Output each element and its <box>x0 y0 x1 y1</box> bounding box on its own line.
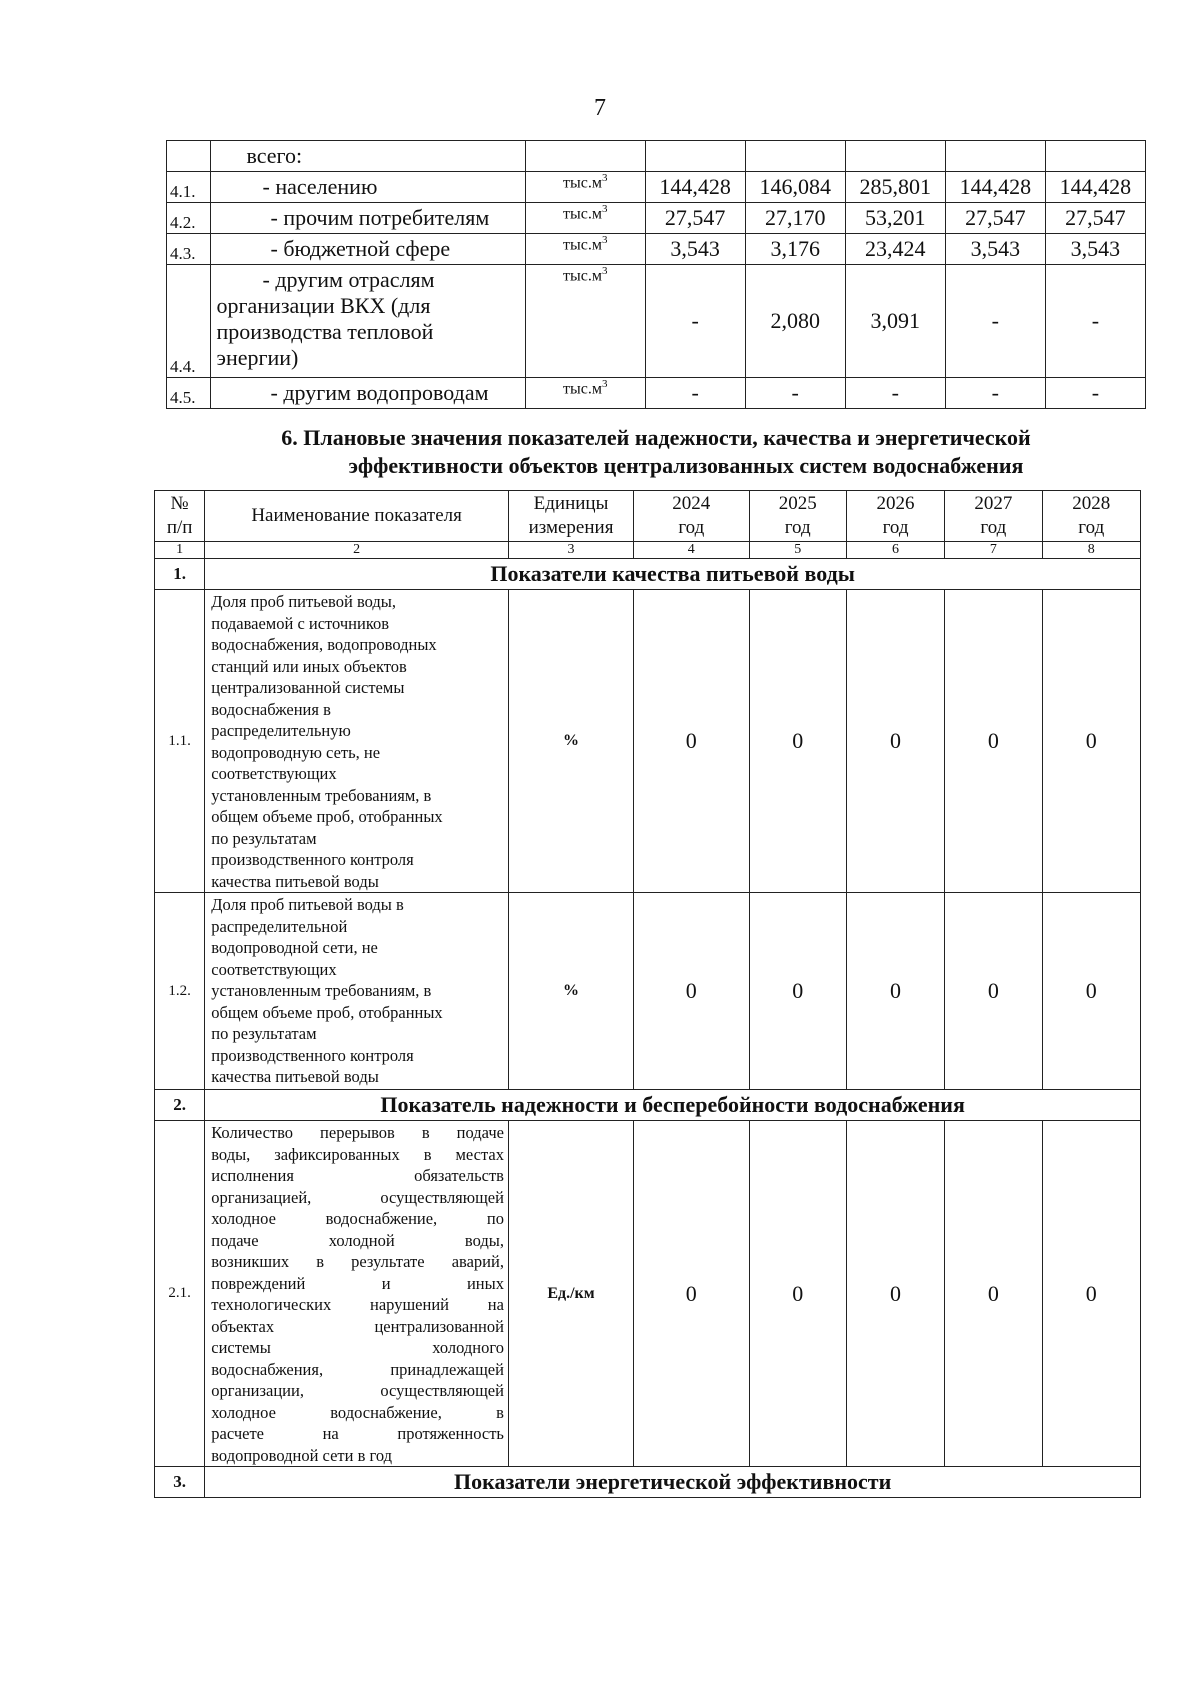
indicator-value: 0 <box>945 590 1042 893</box>
row-number: 4.1. <box>167 172 211 203</box>
description-line: водоснабжения в <box>211 699 331 719</box>
description-line: объектах централизованной <box>211 1316 504 1336</box>
description-line: подаче холодной воды, <box>211 1230 504 1250</box>
unit-text: тыс.м <box>563 174 602 192</box>
row-value: 3,091 <box>845 265 945 378</box>
description-line: водопроводной сети в год <box>211 1445 393 1465</box>
row-name: всего: <box>210 141 525 172</box>
row-value: 3,176 <box>745 234 845 265</box>
description-line: холодное водоснабжение, по <box>211 1209 504 1228</box>
row-name-line: производства тепловой <box>216 319 434 344</box>
row-value: 27,170 <box>745 203 845 234</box>
table-row <box>155 590 1141 893</box>
unit-text: тыс.м <box>563 236 602 254</box>
description-line: соответствующих <box>211 959 337 979</box>
row-name: - другим водопроводам <box>210 378 525 409</box>
table-row <box>167 234 1146 265</box>
description-line: Доля проб питьевой воды в <box>211 895 404 914</box>
row-name-line: энергии) <box>216 345 299 370</box>
row-value: - <box>845 378 945 409</box>
unit-text: тыс.м <box>563 205 602 223</box>
unit-text: тыс.м <box>563 380 602 398</box>
description-line: исполнения обязательств <box>211 1166 504 1185</box>
table-row <box>167 172 1146 203</box>
description-line: Доля проб питьевой воды, <box>211 592 396 611</box>
row-value: - <box>645 378 745 409</box>
indicator-value: 0 <box>634 893 749 1090</box>
table-row <box>167 203 1146 234</box>
section-heading-line-2: эффективности объектов централизованных систем водоснабжения <box>348 453 1024 478</box>
description-line: организацией, осуществляющей <box>211 1187 504 1207</box>
table-row <box>167 265 1146 378</box>
unit-superscript: 3 <box>602 378 608 390</box>
description-line: возникших в результате аварий, <box>211 1252 504 1271</box>
indicator-value: 0 <box>1042 590 1140 893</box>
row-name <box>210 265 525 378</box>
description-line: повреждений и иных <box>211 1273 504 1293</box>
row-value <box>745 141 845 172</box>
row-number: 4.3. <box>167 234 211 265</box>
description-line: организации, осуществляющей <box>211 1381 504 1400</box>
row-number: 2.1. <box>155 1121 205 1467</box>
consumption-table <box>166 140 1146 409</box>
row-value: - <box>645 265 745 378</box>
row-value: - <box>1045 265 1145 378</box>
section-row <box>155 1467 1141 1498</box>
indicator-description <box>205 590 509 893</box>
row-number: 1.2. <box>155 893 205 1090</box>
description-line: установленным требованиям, в <box>211 785 432 805</box>
description-line: станций или иных объектов <box>211 656 407 676</box>
row-value: - <box>945 265 1045 378</box>
description-line: водоснабжения, водопроводных <box>211 635 437 654</box>
header-name: Наименование показателя <box>205 491 509 542</box>
row-value: - <box>945 378 1045 409</box>
row-number: 4.2. <box>167 203 211 234</box>
section-row <box>155 1090 1141 1121</box>
description-line: холодное водоснабжение, в <box>211 1402 504 1422</box>
unit-text: тыс.м <box>563 267 602 285</box>
header-year-2026: 2026 год <box>846 491 944 542</box>
row-value: 27,547 <box>645 203 745 234</box>
row-value <box>1045 141 1145 172</box>
unit-superscript: 3 <box>602 265 608 277</box>
row-value: - <box>745 378 845 409</box>
section-number: 2. <box>155 1090 205 1121</box>
row-unit <box>525 141 645 172</box>
table-row <box>155 893 1141 1090</box>
description-line: производственного контроля <box>211 850 414 869</box>
indicator-value: 0 <box>749 1121 846 1467</box>
row-value: 53,201 <box>845 203 945 234</box>
unit-superscript: 3 <box>602 234 608 246</box>
description-line: подаваемой с источников <box>211 613 390 633</box>
table-row <box>167 141 1146 172</box>
page-number: 7 <box>594 95 606 121</box>
row-value: 23,424 <box>845 234 945 265</box>
section-title: Показатели качества питьевой воды <box>205 559 1141 590</box>
row-value: 144,428 <box>945 172 1045 203</box>
description-line: водоснабжения, принадлежащей <box>211 1359 504 1379</box>
indicator-description <box>205 1121 509 1467</box>
description-line: системы холодного <box>211 1338 504 1357</box>
header-num: № п/п <box>155 491 205 542</box>
indicator-value: 0 <box>749 590 846 893</box>
indicator-value: 0 <box>945 1121 1042 1467</box>
row-value: 285,801 <box>845 172 945 203</box>
indicator-value: 0 <box>634 1121 749 1467</box>
row-name-line: организации ВКХ (для <box>216 293 431 318</box>
row-value: 3,543 <box>1045 234 1145 265</box>
row-name: - бюджетной сфере <box>210 234 525 265</box>
unit-superscript: 3 <box>602 172 608 184</box>
description-line: качества питьевой воды <box>211 1067 379 1086</box>
indicator-unit: Ед./км <box>508 1121 633 1467</box>
header-year-2028: 2028 год <box>1042 491 1140 542</box>
description-line: технологических нарушений на <box>211 1295 504 1314</box>
row-value: - <box>1045 378 1145 409</box>
row-unit <box>525 172 645 203</box>
indicator-unit: % <box>508 893 633 1090</box>
row-number: 4.4. <box>167 265 211 378</box>
row-number <box>167 141 211 172</box>
section-heading-line-1: 6. Плановые значения показателей надежности, качества и энергетической <box>281 425 1031 450</box>
description-line: производственного контроля <box>211 1045 414 1065</box>
row-value: 3,543 <box>945 234 1045 265</box>
description-line: Количество перерывов в подаче <box>211 1123 504 1142</box>
unit-superscript: 3 <box>602 203 608 215</box>
header-year-2027: 2027 год <box>945 491 1042 542</box>
header-year-2025: 2025 год <box>749 491 846 542</box>
column-index-row: 1 2 3 4 5 6 7 8 <box>155 542 1141 559</box>
row-value: 27,547 <box>945 203 1045 234</box>
indicator-value: 0 <box>846 590 944 893</box>
table-header-row <box>155 491 1141 542</box>
description-line: общем объеме проб, отобранных <box>211 807 443 826</box>
indicator-description <box>205 893 509 1090</box>
description-line: расчете на протяженность <box>211 1424 504 1443</box>
row-unit <box>525 234 645 265</box>
description-line: распределительную <box>211 721 351 740</box>
header-year-2024: 2024 год <box>634 491 749 542</box>
row-value: 144,428 <box>645 172 745 203</box>
indicator-value: 0 <box>846 1121 944 1467</box>
section-title: Показатели энергетической эффективности <box>205 1467 1141 1498</box>
description-line: качества питьевой воды <box>211 871 379 891</box>
description-line: распределительной <box>211 916 348 936</box>
indicator-value: 0 <box>634 590 749 893</box>
row-value: 146,084 <box>745 172 845 203</box>
table-row <box>155 1121 1141 1467</box>
row-number: 1.1. <box>155 590 205 893</box>
section-row <box>155 559 1141 590</box>
row-unit <box>525 265 645 378</box>
description-line: водопроводной сети, не <box>211 938 378 957</box>
description-line: соответствующих <box>211 764 337 783</box>
description-line: водопроводную сеть, не <box>211 742 381 762</box>
indicator-unit: % <box>508 590 633 893</box>
indicator-value: 0 <box>1042 1121 1140 1467</box>
table-row <box>167 378 1146 409</box>
row-value: 3,543 <box>645 234 745 265</box>
section-heading <box>166 424 1146 480</box>
row-value <box>945 141 1045 172</box>
description-line: по результатам <box>211 828 317 848</box>
section-number: 1. <box>155 559 205 590</box>
indicator-value: 0 <box>1042 893 1140 1090</box>
row-name: - прочим потребителям <box>210 203 525 234</box>
row-value: 144,428 <box>1045 172 1145 203</box>
description-line: воды, зафиксированных в местах <box>211 1144 504 1164</box>
row-name-line: - другим отраслям <box>262 267 435 292</box>
row-unit <box>525 378 645 409</box>
row-name: - населению <box>210 172 525 203</box>
row-unit <box>525 203 645 234</box>
row-value <box>645 141 745 172</box>
header-unit: Единицы измерения <box>508 491 633 542</box>
description-line: установленным требованиям, в <box>211 981 432 1000</box>
description-line: по результатам <box>211 1024 317 1043</box>
row-number: 4.5. <box>167 378 211 409</box>
section-number: 3. <box>155 1467 205 1498</box>
row-value: 2,080 <box>745 265 845 378</box>
indicators-table <box>154 490 1141 1498</box>
indicator-value: 0 <box>846 893 944 1090</box>
section-title: Показатель надежности и бесперебойности водоснабжения <box>205 1090 1141 1121</box>
indicator-value: 0 <box>945 893 1042 1090</box>
indicator-value: 0 <box>749 893 846 1090</box>
row-value: 27,547 <box>1045 203 1145 234</box>
description-line: централизованной системы <box>211 678 405 697</box>
description-line: общем объеме проб, отобранных <box>211 1002 443 1022</box>
row-value <box>845 141 945 172</box>
